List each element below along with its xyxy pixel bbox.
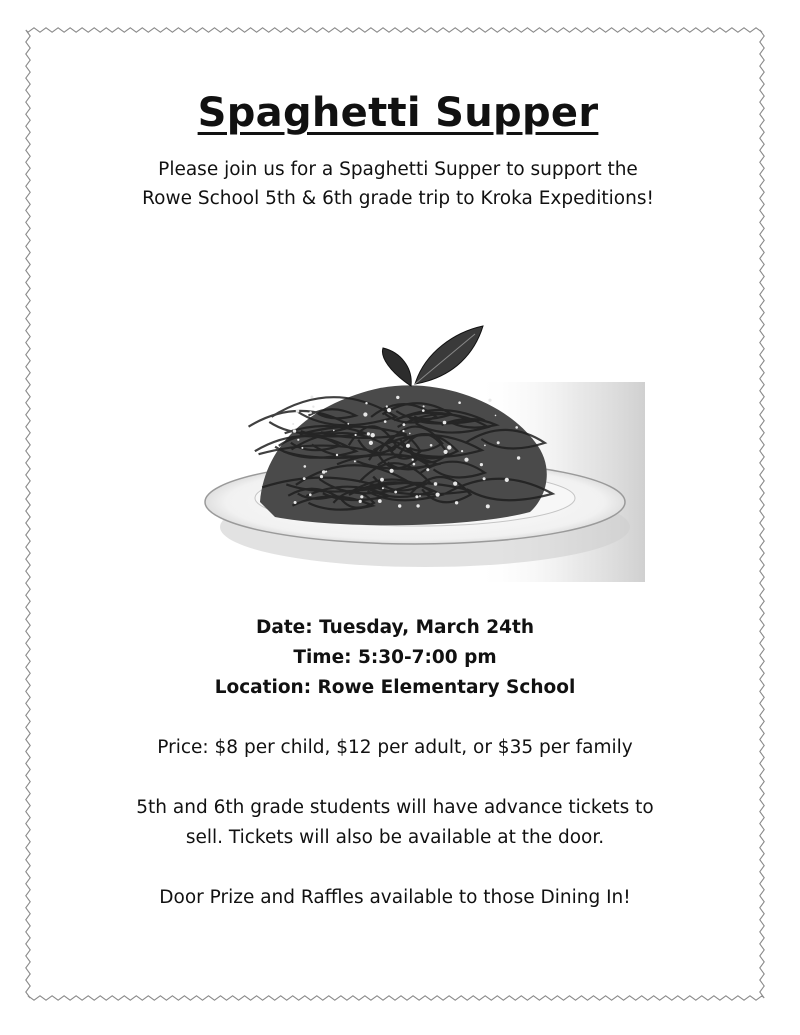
cheese-fleck	[325, 471, 327, 473]
cheese-fleck	[517, 456, 520, 459]
cheese-fleck	[309, 493, 312, 496]
cheese-fleck	[398, 504, 401, 507]
cheese-fleck	[396, 396, 399, 399]
cheese-fleck	[297, 439, 299, 441]
cheese-fleck	[365, 402, 367, 404]
cheese-fleck	[296, 409, 300, 413]
cheese-fleck	[458, 401, 461, 404]
cheese-fleck	[303, 477, 306, 480]
cheese-fleck	[505, 478, 509, 482]
cheese-fleck	[497, 441, 500, 444]
cheese-fleck	[333, 430, 335, 432]
cheese-fleck	[354, 460, 356, 462]
cheese-fleck	[430, 444, 433, 447]
cheese-fleck	[320, 475, 323, 478]
cheese-fleck	[422, 409, 425, 412]
cheese-fleck	[403, 423, 406, 426]
cheese-fleck	[455, 501, 458, 504]
cheese-fleck	[416, 504, 419, 507]
cheese-fleck	[293, 429, 296, 432]
door-prize-note: Door Prize and Raffles available to those Dining In!	[159, 887, 631, 908]
cheese-fleck	[347, 423, 349, 425]
cheese-fleck	[486, 504, 490, 508]
cheese-fleck	[419, 495, 421, 497]
cheese-fleck	[310, 396, 313, 399]
event-location: Location: Rowe Elementary School	[214, 677, 576, 698]
cheese-fleck	[394, 491, 397, 494]
cheese-fleck	[378, 499, 382, 503]
cheese-fleck	[336, 454, 338, 456]
cheese-fleck	[390, 469, 394, 473]
cheese-fleck	[371, 433, 375, 437]
event-date: Date: Tuesday, March 24th	[256, 617, 534, 638]
cheese-fleck	[444, 450, 448, 454]
cheese-fleck	[402, 430, 404, 432]
cheese-fleck	[312, 406, 314, 408]
cheese-fleck	[301, 447, 303, 449]
cheese-fleck	[415, 495, 418, 498]
intro-line-1: Please join us for a Spaghetti Supper to support the	[158, 159, 638, 180]
cheese-fleck	[309, 411, 312, 414]
tickets-info-line-2: sell. Tickets will also be available at the door.	[185, 827, 605, 848]
cheese-fleck	[304, 465, 307, 468]
cheese-fleck	[443, 421, 447, 425]
cheese-fleck	[359, 500, 362, 503]
cheese-fleck	[488, 399, 491, 402]
cheese-fleck	[363, 412, 367, 416]
cheese-fleck	[515, 426, 518, 429]
cheese-fleck	[360, 495, 363, 498]
tickets-info-line-1: 5th and 6th grade students will have advance tickets to	[136, 797, 654, 818]
cheese-fleck	[483, 477, 486, 480]
cheese-fleck	[447, 445, 451, 449]
cheese-fleck	[386, 405, 388, 407]
cheese-fleck	[461, 450, 463, 452]
cheese-fleck	[409, 433, 411, 435]
flyer-title-text: Spaghetti Supper	[197, 90, 599, 136]
ticket-price: Price: $8 per child, $12 per adult, or $35 per family	[157, 737, 633, 758]
cheese-fleck	[384, 420, 387, 423]
cheese-fleck	[495, 415, 497, 417]
cheese-fleck	[367, 432, 370, 435]
cheese-fleck	[380, 478, 384, 482]
spaghetti-plate-photo	[175, 322, 645, 584]
cheese-fleck	[387, 408, 391, 412]
cheese-fleck	[434, 482, 438, 486]
event-time: Time: 5:30-7:00 pm	[293, 647, 497, 668]
cheese-fleck	[292, 423, 294, 425]
cheese-fleck	[413, 463, 416, 466]
cheese-fleck	[426, 468, 429, 471]
cheese-fleck	[294, 501, 297, 504]
cheese-fleck	[322, 470, 326, 474]
flyer-title	[0, 90, 796, 136]
cheese-fleck	[412, 459, 414, 461]
cheese-fleck	[423, 405, 425, 407]
cheese-fleck	[484, 445, 486, 447]
cheese-fleck	[436, 493, 440, 497]
cheese-fleck	[406, 444, 410, 448]
intro-line-2: Rowe School 5th & 6th grade trip to Kroka Expeditions!	[142, 188, 654, 209]
cheese-fleck	[382, 487, 384, 489]
cheese-fleck	[369, 441, 373, 445]
cheese-fleck	[355, 434, 357, 436]
cheese-fleck	[453, 482, 457, 486]
cheese-fleck	[464, 458, 468, 462]
cheese-fleck	[480, 463, 483, 466]
